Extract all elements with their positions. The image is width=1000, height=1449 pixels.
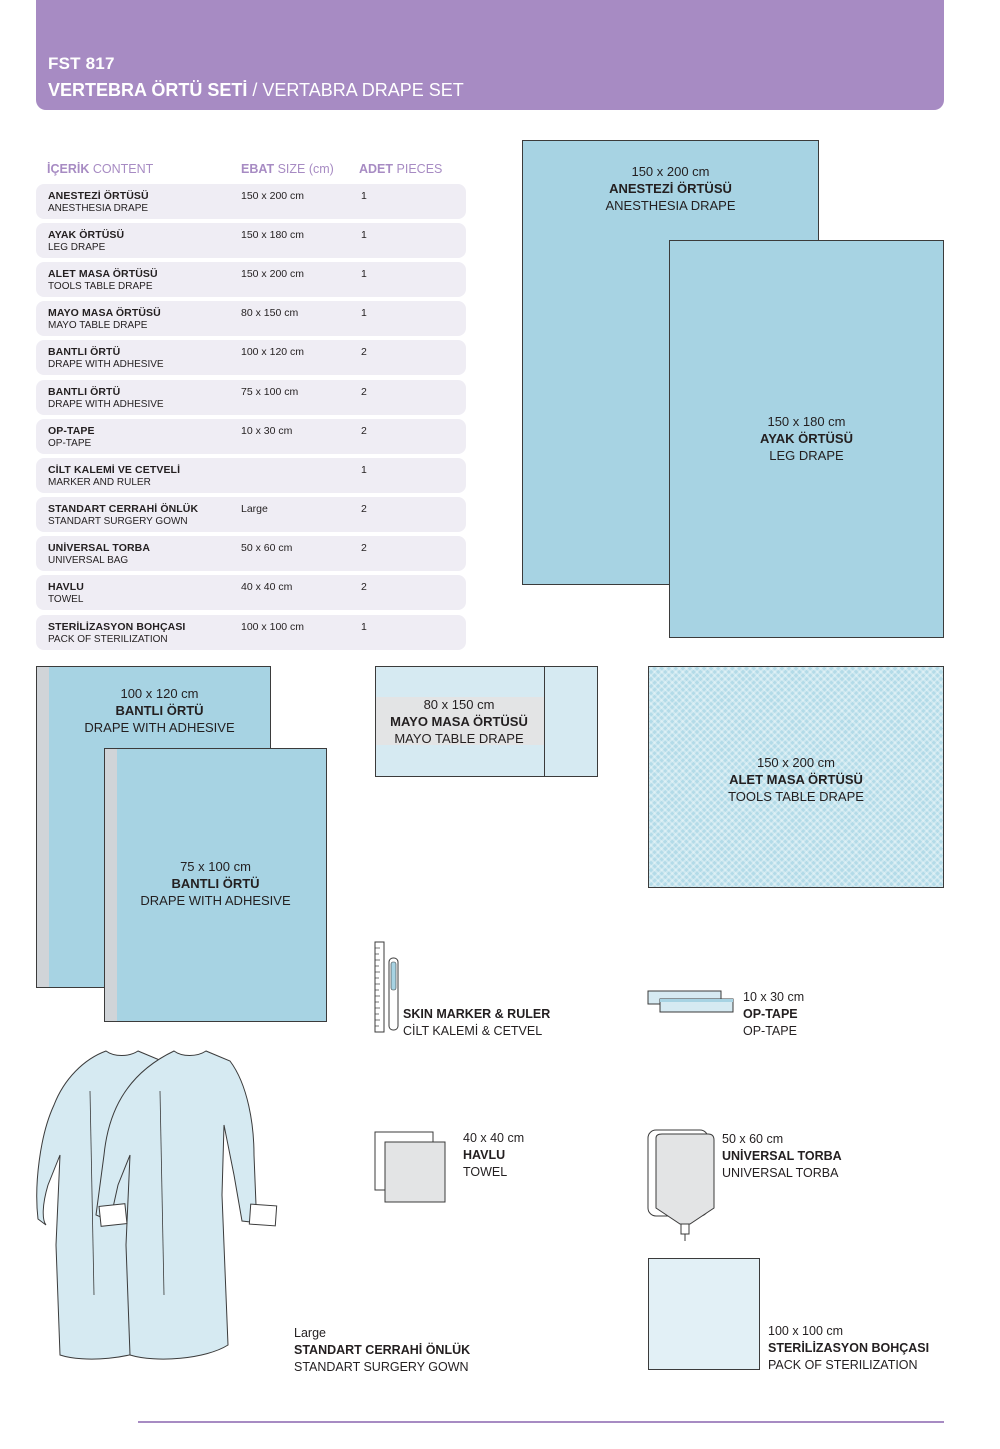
header-content <box>47 162 153 176</box>
adhesive-drape-small-en: DRAPE WITH ADHESIVE <box>140 893 291 908</box>
item-name-tr: HAVLU <box>48 581 84 593</box>
item-size: 100 x 100 cm <box>241 621 305 633</box>
sterilization-size: 100 x 100 cm <box>768 1324 844 1338</box>
item-name-en: UNIVERSAL BAG <box>48 555 129 566</box>
adhesive-drape-large-size: 100 x 120 cm <box>120 686 199 701</box>
item-name-tr: BANTLI ÖRTÜ <box>48 346 121 358</box>
item-size: 150 x 200 cm <box>241 190 305 202</box>
table-row <box>36 615 466 650</box>
marker-en: SKIN MARKER & RULER <box>403 1007 551 1021</box>
sterilization-caption <box>768 1323 929 1374</box>
item-qty: 1 <box>361 268 367 280</box>
header-size <box>241 162 334 176</box>
item-name-tr: STANDART CERRAHİ ÖNLÜK <box>48 503 199 515</box>
towel-en: TOWEL <box>463 1165 508 1179</box>
op-tape-size: 10 x 30 cm <box>743 990 805 1004</box>
table-row <box>36 184 466 219</box>
gown-caption <box>294 1325 470 1376</box>
item-qty: 2 <box>361 581 367 593</box>
item-size: 10 x 30 cm <box>241 425 293 437</box>
surgical-gown-icon <box>34 1045 304 1375</box>
adhesive-drape-large-tr: BANTLI ÖRTÜ <box>115 703 204 718</box>
op-tape-tr: OP-TAPE <box>743 1007 798 1021</box>
tools-drape-label <box>648 754 944 805</box>
adhesive-drape-small-tr: BANTLI ÖRTÜ <box>171 876 260 891</box>
page-title <box>48 80 464 101</box>
table-row <box>36 575 466 610</box>
adhesive-drape-small-size: 75 x 100 cm <box>180 859 251 874</box>
item-name-tr: BANTLI ÖRTÜ <box>48 386 121 398</box>
item-qty: 1 <box>361 307 367 319</box>
anesthesia-drape-label <box>522 163 819 214</box>
header-content-tr: İÇERİK <box>47 162 90 176</box>
gown-size: Large <box>294 1326 326 1340</box>
table-row <box>36 458 466 493</box>
item-qty: 2 <box>361 425 367 437</box>
item-qty: 1 <box>361 190 367 202</box>
towel-size: 40 x 40 cm <box>463 1131 525 1145</box>
universal-bag-icon <box>646 1128 716 1243</box>
adhesive-drape-small-label <box>104 858 327 909</box>
item-name-en: TOWEL <box>48 594 84 605</box>
marker-tr: CİLT KALEMİ & CETVEL <box>403 1024 543 1038</box>
header-pieces <box>359 162 442 176</box>
marker-ruler-icon <box>372 940 404 1035</box>
item-size: 80 x 150 cm <box>241 307 299 319</box>
title-tr: VERTEBRA ÖRTÜ SETİ <box>48 80 248 100</box>
item-size: 75 x 100 cm <box>241 386 299 398</box>
leg-drape-en: LEG DRAPE <box>769 448 844 463</box>
item-size: 150 x 180 cm <box>241 229 305 241</box>
leg-drape-label <box>669 413 944 464</box>
mayo-drape-size: 80 x 150 cm <box>423 697 495 712</box>
item-name-en: MAYO TABLE DRAPE <box>48 320 148 331</box>
item-qty: 1 <box>361 464 367 476</box>
sterilization-pack-illustration <box>648 1258 760 1370</box>
table-row <box>36 262 466 297</box>
bag-caption <box>722 1131 842 1182</box>
table-row <box>36 419 466 454</box>
item-name-tr: OP-TAPE <box>48 425 95 437</box>
item-name-en: ANESTHESIA DRAPE <box>48 203 149 214</box>
item-name-en: DRAPE WITH ADHESIVE <box>48 359 164 370</box>
item-name-tr: STERİLİZASYON BOHÇASI <box>48 621 186 633</box>
item-qty: 1 <box>361 229 367 241</box>
adhesive-drape-large-label <box>48 685 271 736</box>
item-size: 40 x 40 cm <box>241 581 293 593</box>
item-name-en: OP-TAPE <box>48 438 92 449</box>
footer-divider <box>138 1421 944 1423</box>
item-name-en: PACK OF STERILIZATION <box>48 634 168 645</box>
mayo-drape-label <box>375 696 543 747</box>
item-qty: 2 <box>361 386 367 398</box>
item-name-tr: MAYO MASA ÖRTÜSÜ <box>48 307 161 319</box>
leg-drape-tr: AYAK ÖRTÜSÜ <box>760 431 853 446</box>
bag-tr: UNİVERSAL TORBA <box>722 1149 842 1163</box>
table-row <box>36 223 466 258</box>
item-size: 100 x 120 cm <box>241 346 305 358</box>
header-size-en: SIZE (cm) <box>277 162 334 176</box>
adhesive-drape-large-en: DRAPE WITH ADHESIVE <box>84 720 235 735</box>
header-pieces-en: PIECES <box>396 162 443 176</box>
gown-tr: STANDART CERRAHİ ÖNLÜK <box>294 1343 471 1357</box>
header-content-en: CONTENT <box>92 162 154 176</box>
leg-drape-size: 150 x 180 cm <box>767 414 846 429</box>
table-row <box>36 380 466 415</box>
tools-drape-size: 150 x 200 cm <box>756 755 836 770</box>
bag-en: UNIVERSAL TORBA <box>722 1166 839 1180</box>
item-name-tr: ANESTEZİ ÖRTÜSÜ <box>48 190 149 202</box>
header-size-tr: EBAT <box>241 162 275 176</box>
product-code: FST 817 <box>48 54 115 73</box>
mayo-fold-line <box>544 667 545 776</box>
item-name-tr: ALET MASA ÖRTÜSÜ <box>48 268 158 280</box>
mayo-drape-tr: MAYO MASA ÖRTÜSÜ <box>390 714 528 729</box>
tools-drape-tr: ALET MASA ÖRTÜSÜ <box>729 772 863 787</box>
sterilization-en: PACK OF STERILIZATION <box>768 1358 918 1372</box>
anesthesia-drape-tr: ANESTEZİ ÖRTÜSÜ <box>609 181 732 196</box>
gown-en: STANDART SURGERY GOWN <box>294 1360 469 1374</box>
item-name-en: MARKER AND RULER <box>48 477 151 488</box>
marker-caption <box>403 1006 550 1040</box>
op-tape-icon <box>646 988 736 1018</box>
table-row <box>36 497 466 532</box>
tools-drape-en: TOOLS TABLE DRAPE <box>728 789 864 804</box>
towel-caption <box>463 1130 524 1181</box>
item-qty: 2 <box>361 346 367 358</box>
item-size: Large <box>241 503 268 515</box>
item-name-en: TOOLS TABLE DRAPE <box>48 281 153 292</box>
title-separator: / <box>247 80 263 100</box>
page-header <box>36 0 944 110</box>
anesthesia-drape-en: ANESTHESIA DRAPE <box>605 198 736 213</box>
item-size: 50 x 60 cm <box>241 542 293 554</box>
anesthesia-drape-size: 150 x 200 cm <box>631 164 710 179</box>
item-qty: 2 <box>361 542 367 554</box>
item-qty: 2 <box>361 503 367 515</box>
op-tape-en: OP-TAPE <box>743 1024 797 1038</box>
title-en: VERTABRA DRAPE SET <box>262 80 464 100</box>
item-size: 150 x 200 cm <box>241 268 305 280</box>
item-name-en: STANDART SURGERY GOWN <box>48 516 188 527</box>
item-qty: 1 <box>361 621 367 633</box>
item-name-tr: UNİVERSAL TORBA <box>48 542 151 554</box>
item-name-tr: AYAK ÖRTÜSÜ <box>48 229 125 241</box>
bag-size: 50 x 60 cm <box>722 1132 784 1146</box>
item-name-tr: CİLT KALEMİ VE CETVELİ <box>48 464 181 476</box>
sterilization-tr: STERİLİZASYON BOHÇASI <box>768 1341 930 1355</box>
mayo-drape-en: MAYO TABLE DRAPE <box>394 731 524 746</box>
table-row <box>36 536 466 571</box>
header-pieces-tr: ADET <box>359 162 394 176</box>
table-row <box>36 301 466 336</box>
towel-tr: HAVLU <box>463 1148 506 1162</box>
table-row <box>36 340 466 375</box>
item-name-en: LEG DRAPE <box>48 242 106 253</box>
op-tape-caption <box>743 989 804 1040</box>
towel-icon <box>373 1130 448 1205</box>
item-name-en: DRAPE WITH ADHESIVE <box>48 399 164 410</box>
